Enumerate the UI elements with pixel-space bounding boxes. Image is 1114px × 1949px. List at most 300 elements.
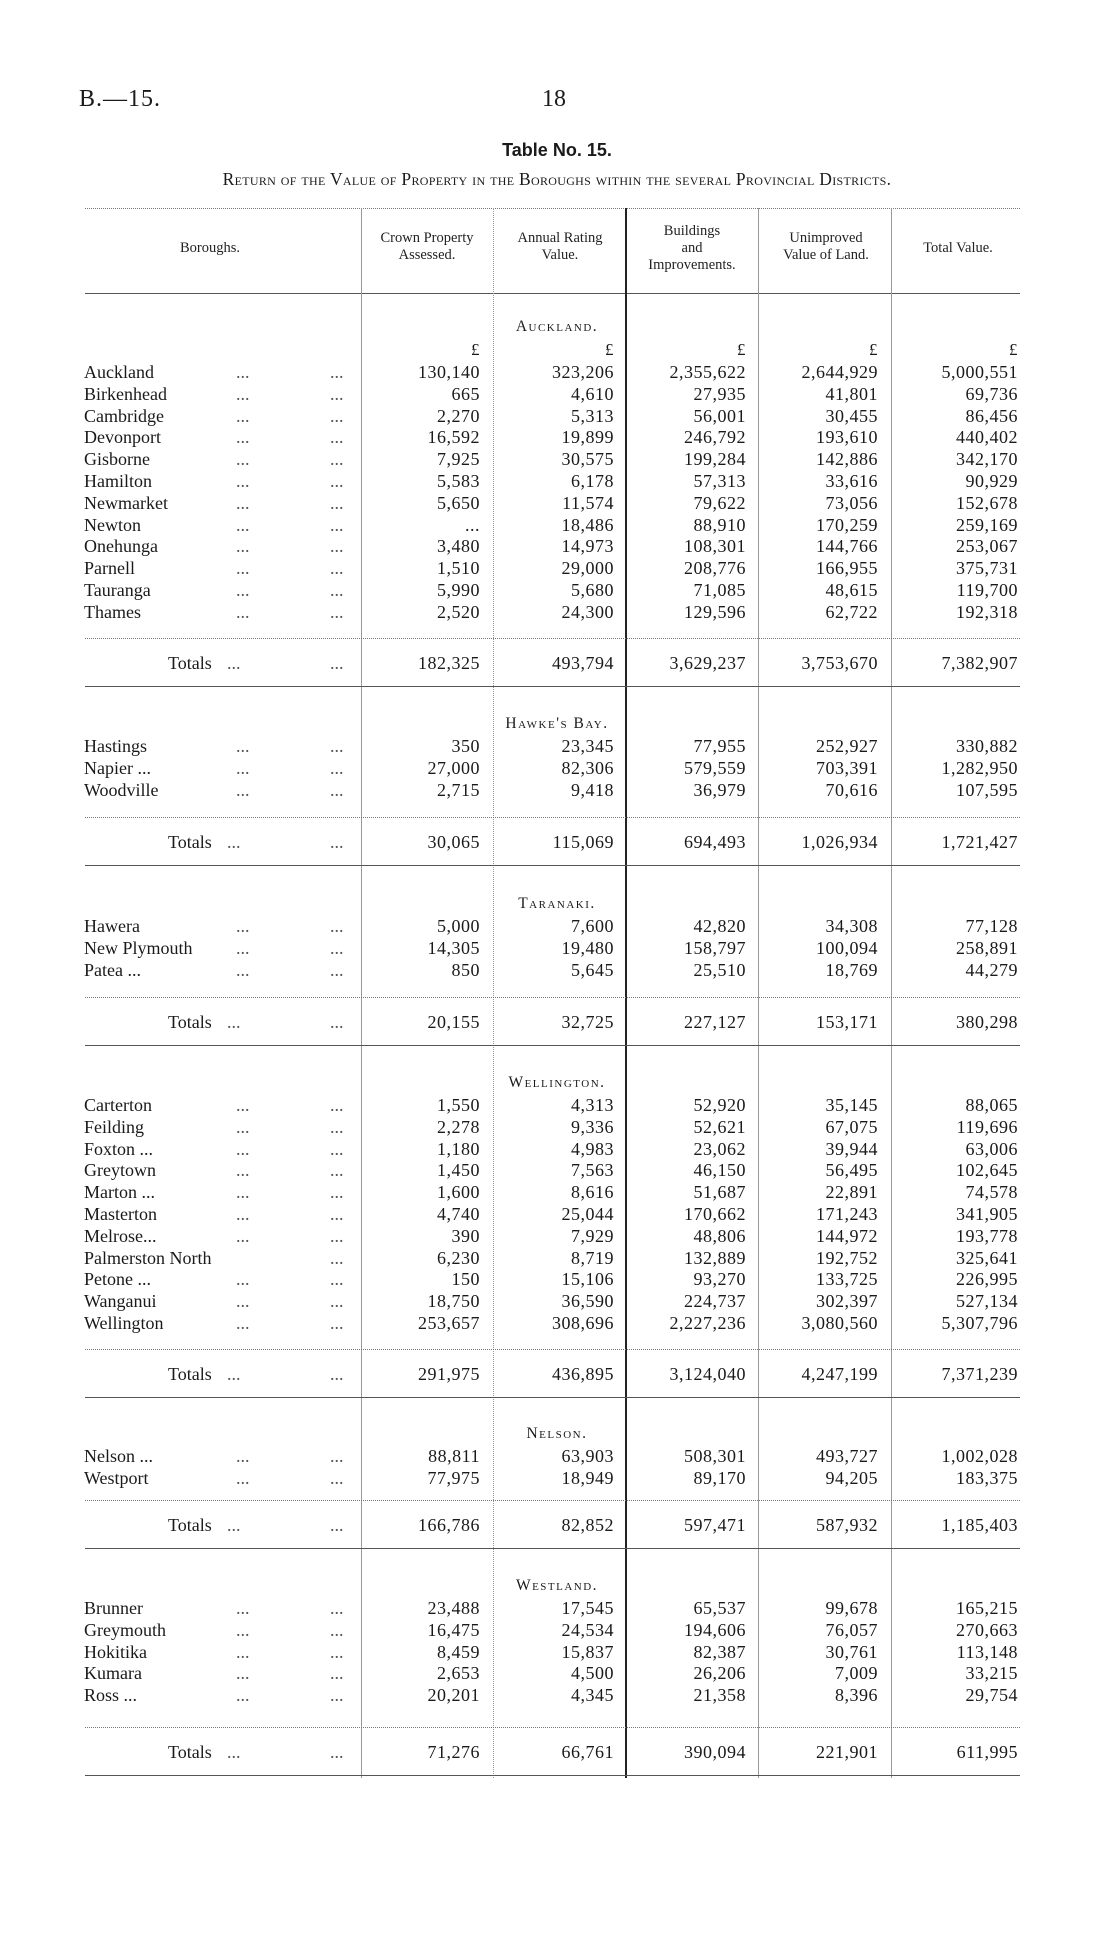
- totals-bottom-rule: [85, 1775, 1020, 1776]
- header-annual-rating: [494, 230, 626, 264]
- region-heading: Auckland.: [515, 318, 599, 335]
- borough-name: Wellington: [84, 1313, 164, 1333]
- leader-dots: ...: [330, 492, 344, 513]
- table-row: [0, 1204, 1114, 1226]
- value-cell: 579,559: [684, 757, 746, 778]
- value-cell: 259,169: [956, 514, 1018, 535]
- value-cell: 253,067: [956, 536, 1018, 557]
- borough-name: Birkenhead: [84, 383, 167, 404]
- value-cell: 9,336: [571, 1116, 614, 1137]
- leader-dots: ...: [236, 536, 250, 557]
- leader-dots: ...: [330, 514, 344, 535]
- value-cell: 527,134: [956, 1291, 1018, 1312]
- leader-dots: ...: [330, 1598, 344, 1618]
- totals-cell: 597,471: [684, 1515, 746, 1535]
- leader-dots: ...: [330, 1204, 344, 1224]
- leader-dots: ...: [330, 736, 344, 756]
- value-cell: 8,396: [835, 1685, 878, 1706]
- totals-cell: 71,276: [427, 1742, 480, 1762]
- value-cell: 144,972: [816, 1225, 878, 1246]
- value-cell: 18,769: [825, 959, 878, 980]
- table-row: [0, 1160, 1114, 1182]
- currency-symbol: £: [869, 340, 878, 359]
- value-cell: 5,650: [437, 492, 480, 513]
- borough-name: Hokitika: [84, 1641, 147, 1662]
- value-cell: 113,148: [956, 1641, 1018, 1662]
- value-cell: 132,889: [684, 1247, 746, 1268]
- value-cell: 350: [451, 736, 480, 756]
- leader-dots: ...: [227, 653, 241, 673]
- borough-name: New Plymouth: [84, 937, 193, 958]
- leader-dots: ...: [330, 1247, 344, 1268]
- borough-name: Ross ...: [84, 1685, 138, 1706]
- page-number: 18: [542, 86, 566, 112]
- table-row: [0, 602, 1114, 624]
- value-cell: 192,752: [816, 1247, 878, 1268]
- region-heading: Hawke's Bay.: [505, 715, 609, 732]
- leader-dots: ...: [330, 1467, 344, 1488]
- totals-cell: 3,629,237: [669, 653, 746, 673]
- table-row: [0, 384, 1114, 406]
- header-annual-line-2: Value.: [541, 247, 579, 263]
- value-cell: 6,230: [437, 1247, 480, 1268]
- header-unimproved: [760, 230, 892, 264]
- leader-dots: ...: [236, 1313, 250, 1333]
- value-cell: 2,520: [437, 601, 480, 622]
- borough-name: Newmarket: [84, 492, 168, 513]
- totals-cell: 182,325: [418, 653, 480, 673]
- value-cell: 67,075: [825, 1116, 878, 1137]
- leader-dots: ...: [330, 1269, 344, 1290]
- value-cell: 170,259: [816, 514, 878, 535]
- value-cell: 102,645: [956, 1160, 1018, 1181]
- table-row: [0, 1598, 1114, 1620]
- totals-cell: 227,127: [684, 1012, 746, 1032]
- leader-dots: ...: [236, 1138, 250, 1159]
- value-cell: 9,418: [571, 779, 614, 800]
- borough-name: Melrose...: [84, 1225, 157, 1246]
- leader-dots: ...: [330, 916, 344, 936]
- header-unimproved-line-1: Unimproved: [789, 230, 863, 246]
- leader-dots: ...: [236, 514, 250, 535]
- value-cell: 325,641: [956, 1247, 1018, 1268]
- borough-name: Thames: [84, 601, 141, 622]
- value-cell: 93,270: [693, 1269, 746, 1290]
- value-cell: 323,206: [552, 362, 614, 382]
- leader-dots: ...: [236, 1225, 250, 1246]
- leader-dots: ...: [236, 471, 250, 491]
- totals-top-rule: [85, 997, 1020, 998]
- leader-dots: ...: [236, 427, 250, 448]
- value-cell: 270,663: [956, 1619, 1018, 1640]
- table-row: [0, 780, 1114, 802]
- value-cell: 5,307,796: [941, 1313, 1018, 1333]
- table-row: [0, 1685, 1114, 1707]
- value-cell: 107,595: [956, 779, 1018, 800]
- totals-label: Totals: [168, 1012, 212, 1032]
- header-buildings: [626, 223, 758, 274]
- value-cell: 19,899: [561, 427, 614, 448]
- totals-row: [0, 832, 1114, 854]
- value-cell: 41,801: [825, 383, 878, 404]
- value-cell: 208,776: [684, 558, 746, 579]
- value-cell: 77,975: [427, 1467, 480, 1488]
- leader-dots: ...: [330, 1225, 344, 1246]
- value-cell: 130,140: [418, 362, 480, 382]
- value-cell: 29,000: [561, 558, 614, 579]
- table-row: [0, 580, 1114, 602]
- value-cell: 194,606: [684, 1619, 746, 1640]
- table-row: [0, 736, 1114, 758]
- totals-row: [0, 653, 1114, 675]
- header-buildings-line-3: Improvements.: [648, 257, 736, 273]
- value-cell: 330,882: [956, 736, 1018, 756]
- leader-dots: ...: [236, 1467, 250, 1488]
- table-row: [0, 960, 1114, 982]
- value-cell: 4,345: [571, 1685, 614, 1706]
- leader-dots: ...: [236, 362, 250, 382]
- value-cell: 375,731: [956, 558, 1018, 579]
- borough-name: Patea ...: [84, 959, 141, 980]
- leader-dots: ...: [236, 601, 250, 622]
- leader-dots: ...: [330, 757, 344, 778]
- totals-cell: 1,721,427: [941, 832, 1018, 852]
- leader-dots: ...: [330, 1095, 344, 1115]
- leader-dots: ...: [236, 1182, 250, 1203]
- table-row: [0, 1446, 1114, 1468]
- totals-bottom-rule: [85, 865, 1020, 866]
- value-cell: 6,178: [571, 471, 614, 491]
- value-cell: 15,106: [561, 1269, 614, 1290]
- header-bottom-rule: [85, 293, 1020, 294]
- value-cell: 35,145: [825, 1095, 878, 1115]
- leader-dots: ...: [330, 1446, 344, 1466]
- value-cell: 171,243: [816, 1204, 878, 1224]
- value-cell: 1,450: [437, 1160, 480, 1181]
- leader-dots: ...: [236, 1685, 250, 1706]
- value-cell: 2,278: [437, 1116, 480, 1137]
- value-cell: 90,929: [965, 471, 1018, 491]
- borough-name: Wanganui: [84, 1291, 157, 1312]
- totals-cell: 611,995: [956, 1742, 1018, 1762]
- value-cell: 51,687: [693, 1182, 746, 1203]
- leader-dots: ...: [236, 558, 250, 579]
- value-cell: 7,929: [571, 1225, 614, 1246]
- table-row: [0, 1117, 1114, 1139]
- table-row: [0, 758, 1114, 780]
- value-cell: 142,886: [816, 449, 878, 470]
- value-cell: 24,534: [561, 1619, 614, 1640]
- header-boroughs: Boroughs.: [179, 240, 241, 256]
- value-cell: 1,282,950: [941, 757, 1018, 778]
- value-cell: 165,215: [956, 1598, 1018, 1618]
- table-row: [0, 1291, 1114, 1313]
- borough-name: Feilding: [84, 1116, 145, 1137]
- value-cell: 33,215: [965, 1663, 1018, 1684]
- value-cell: 8,719: [571, 1247, 614, 1268]
- leader-dots: ...: [330, 653, 344, 673]
- value-cell: 390: [451, 1225, 480, 1246]
- totals-bottom-rule: [85, 1045, 1020, 1046]
- value-cell: 48,615: [825, 580, 878, 600]
- value-cell: 2,227,236: [669, 1313, 746, 1333]
- value-cell: 129,596: [684, 601, 746, 622]
- value-cell: 5,645: [571, 959, 614, 980]
- value-cell: 27,000: [427, 757, 480, 778]
- value-cell: 2,270: [437, 405, 480, 426]
- value-cell: 4,983: [571, 1138, 614, 1159]
- value-cell: 30,455: [825, 405, 878, 426]
- borough-name: Petone ...: [84, 1269, 151, 1290]
- value-cell: 34,308: [825, 916, 878, 936]
- borough-name: Marton ...: [84, 1182, 155, 1203]
- leader-dots: ...: [227, 1364, 241, 1384]
- value-cell: 2,653: [437, 1663, 480, 1684]
- value-cell: 226,995: [956, 1269, 1018, 1290]
- totals-cell: 166,786: [418, 1515, 480, 1535]
- value-cell: 15,837: [561, 1641, 614, 1662]
- header-annual-line-1: Annual Rating: [517, 230, 603, 246]
- totals-row: [0, 1012, 1114, 1034]
- value-cell: 48,806: [693, 1225, 746, 1246]
- value-cell: 16,592: [427, 427, 480, 448]
- totals-top-rule: [85, 1727, 1020, 1728]
- value-cell: 52,920: [693, 1095, 746, 1115]
- value-cell: 152,678: [956, 492, 1018, 513]
- value-cell: 21,358: [693, 1685, 746, 1706]
- value-cell: 8,616: [571, 1182, 614, 1203]
- leader-dots: ...: [236, 1095, 250, 1115]
- region-heading: Taranaki.: [518, 895, 596, 912]
- leader-dots: ...: [330, 1012, 344, 1032]
- table-row: [0, 515, 1114, 537]
- leader-dots: ...: [330, 580, 344, 600]
- borough-name: Napier ...: [84, 757, 151, 778]
- value-cell: 23,488: [427, 1598, 480, 1618]
- value-cell: 342,170: [956, 449, 1018, 470]
- leader-dots: ...: [330, 1160, 344, 1181]
- value-cell: 94,205: [825, 1467, 878, 1488]
- value-cell: 29,754: [965, 1685, 1018, 1706]
- value-cell: 11,574: [562, 492, 614, 513]
- value-cell: 79,622: [693, 492, 746, 513]
- totals-cell: 587,932: [816, 1515, 878, 1535]
- currency-symbol: £: [471, 340, 480, 359]
- table-row: [0, 1642, 1114, 1664]
- borough-name: Masterton: [84, 1204, 157, 1224]
- value-cell: 33,616: [825, 471, 878, 491]
- leader-dots: ...: [330, 937, 344, 958]
- value-cell: 119,700: [956, 580, 1018, 600]
- totals-cell: 390,094: [684, 1742, 746, 1762]
- value-cell: 2,644,929: [801, 362, 878, 382]
- leader-dots: ...: [236, 937, 250, 958]
- value-cell: 56,495: [825, 1160, 878, 1181]
- leader-dots: ...: [236, 492, 250, 513]
- value-cell: 199,284: [684, 449, 746, 470]
- leader-dots: ...: [330, 601, 344, 622]
- value-cell: 77,955: [693, 736, 746, 756]
- borough-name: Brunner: [84, 1598, 143, 1618]
- leader-dots: ...: [330, 1291, 344, 1312]
- value-cell: 7,925: [437, 449, 480, 470]
- leader-dots: ...: [330, 1619, 344, 1640]
- totals-cell: 30,065: [427, 832, 480, 852]
- totals-cell: 694,493: [684, 832, 746, 852]
- borough-name: Greytown: [84, 1160, 156, 1181]
- value-cell: 252,927: [816, 736, 878, 756]
- value-cell: 77,128: [965, 916, 1018, 936]
- value-cell: 88,065: [965, 1095, 1018, 1115]
- leader-dots: ...: [236, 757, 250, 778]
- value-cell: 25,044: [561, 1204, 614, 1224]
- value-cell: 5,000: [437, 916, 480, 936]
- value-cell: 5,680: [571, 580, 614, 600]
- borough-name: Greymouth: [84, 1619, 166, 1640]
- value-cell: 42,820: [693, 916, 746, 936]
- value-cell: 2,355,622: [669, 362, 746, 382]
- table-row: [0, 493, 1114, 515]
- value-cell: 89,170: [693, 1467, 746, 1488]
- borough-name: Kumara: [84, 1663, 142, 1684]
- value-cell: 850: [451, 959, 480, 980]
- borough-name: Newton: [84, 514, 141, 535]
- totals-cell: 291,975: [418, 1364, 480, 1384]
- value-cell: 18,949: [561, 1467, 614, 1488]
- leader-dots: ...: [236, 1116, 250, 1137]
- value-cell: 341,905: [956, 1204, 1018, 1224]
- leader-dots: ...: [330, 832, 344, 852]
- leader-dots: ...: [236, 916, 250, 936]
- value-cell: 18,750: [427, 1291, 480, 1312]
- value-cell: 7,600: [571, 916, 614, 936]
- value-cell: 18,486: [561, 514, 614, 535]
- totals-cell: 3,124,040: [669, 1364, 746, 1384]
- leader-dots: ...: [330, 1685, 344, 1706]
- value-cell: 100,094: [816, 937, 878, 958]
- value-cell: 16,475: [427, 1619, 480, 1640]
- leader-dots: ...: [236, 1619, 250, 1640]
- value-cell: 4,740: [437, 1204, 480, 1224]
- table-row: [0, 406, 1114, 428]
- value-cell: 82,306: [561, 757, 614, 778]
- table-row: [0, 362, 1114, 384]
- value-cell: 73,056: [825, 492, 878, 513]
- totals-cell: 1,026,934: [801, 832, 878, 852]
- header-buildings-line-1: Buildings: [663, 223, 721, 239]
- borough-name: Foxton ...: [84, 1138, 154, 1159]
- leader-dots: ...: [236, 736, 250, 756]
- totals-cell: 3,753,670: [801, 653, 878, 673]
- value-cell: 246,792: [684, 427, 746, 448]
- header-crown-line-1: Crown Property: [380, 230, 474, 246]
- totals-bottom-rule: [85, 1548, 1020, 1549]
- leader-dots: ...: [227, 1515, 241, 1535]
- leader-dots: ...: [236, 405, 250, 426]
- borough-name: Hawera: [84, 916, 140, 936]
- value-cell: 3,080,560: [801, 1313, 878, 1333]
- leader-dots: ...: [236, 1598, 250, 1618]
- value-cell: 1,180: [437, 1138, 480, 1159]
- borough-name: Auckland: [84, 362, 154, 382]
- value-cell: 24,300: [561, 601, 614, 622]
- leader-dots: ...: [236, 1269, 250, 1290]
- borough-name: Devonport: [84, 427, 161, 448]
- totals-cell: 380,298: [956, 1012, 1018, 1032]
- leader-dots: ...: [236, 1641, 250, 1662]
- totals-label: Totals: [168, 1515, 212, 1535]
- totals-bottom-rule: [85, 1397, 1020, 1398]
- table-row: [0, 1468, 1114, 1490]
- region-heading: Wellington.: [508, 1074, 606, 1091]
- value-cell: 703,391: [816, 757, 878, 778]
- value-cell: 7,563: [571, 1160, 614, 1181]
- value-cell: 119,696: [956, 1116, 1018, 1137]
- header-buildings-line-2: and: [681, 240, 703, 256]
- value-cell: 5,990: [437, 580, 480, 600]
- currency-symbol: £: [1009, 340, 1018, 359]
- value-cell: 30,575: [561, 449, 614, 470]
- totals-cell: 153,171: [816, 1012, 878, 1032]
- table-row: [0, 449, 1114, 471]
- value-cell: 193,778: [956, 1225, 1018, 1246]
- totals-label: Totals: [168, 1364, 212, 1384]
- table-row: [0, 1269, 1114, 1291]
- leader-dots: ...: [330, 1313, 344, 1333]
- totals-cell: 115,069: [552, 832, 614, 852]
- table-row: [0, 916, 1114, 938]
- value-cell: 440,402: [956, 427, 1018, 448]
- value-cell: 493,727: [816, 1446, 878, 1466]
- totals-label: Totals: [168, 653, 212, 673]
- totals-cell: 82,852: [561, 1515, 614, 1535]
- value-cell: 36,590: [561, 1291, 614, 1312]
- currency-units-row: [0, 340, 1114, 362]
- value-cell: 253,657: [418, 1313, 480, 1333]
- table-title: Table No. 15.: [502, 140, 612, 160]
- value-cell: 1,550: [437, 1095, 480, 1115]
- borough-name: Gisborne: [84, 449, 150, 470]
- table-row: [0, 558, 1114, 580]
- value-cell: 23,345: [561, 736, 614, 756]
- value-cell: 52,621: [693, 1116, 746, 1137]
- value-cell: 36,979: [693, 779, 746, 800]
- value-cell: 14,973: [561, 536, 614, 557]
- value-cell: 27,935: [693, 383, 746, 404]
- value-cell: 1,600: [437, 1182, 480, 1203]
- value-cell: 56,001: [693, 405, 746, 426]
- document-reference: B.—15.: [79, 86, 162, 112]
- leader-dots: ...: [236, 449, 250, 470]
- value-cell: 508,301: [684, 1446, 746, 1466]
- value-cell: 57,313: [693, 471, 746, 491]
- table-row: [0, 1139, 1114, 1161]
- table-row: [0, 471, 1114, 493]
- leader-dots: ...: [330, 1742, 344, 1762]
- value-cell: 82,387: [693, 1641, 746, 1662]
- leader-dots: ...: [330, 1138, 344, 1159]
- table-row: [0, 1313, 1114, 1335]
- value-cell: 183,375: [956, 1467, 1018, 1488]
- value-cell: 308,696: [552, 1313, 614, 1333]
- leader-dots: ...: [330, 405, 344, 426]
- leader-dots: ...: [330, 471, 344, 491]
- header-crown-line-2: Assessed.: [398, 247, 456, 263]
- totals-top-rule: [85, 638, 1020, 639]
- value-cell: 74,578: [965, 1182, 1018, 1203]
- value-cell: 23,062: [693, 1138, 746, 1159]
- table-row: [0, 536, 1114, 558]
